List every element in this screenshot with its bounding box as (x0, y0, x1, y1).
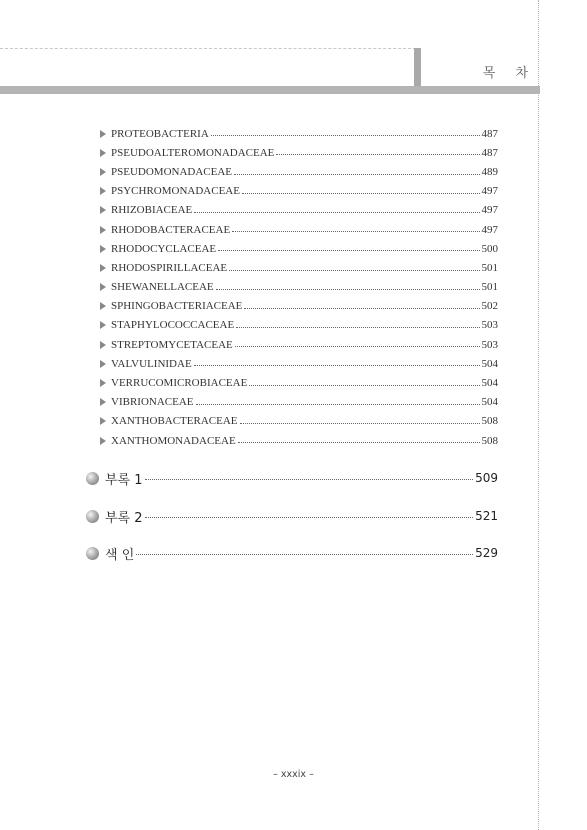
triangle-bullet-icon (100, 149, 106, 157)
toc-entry-page: 497 (481, 204, 498, 217)
toc-entry-label: VIBRIONACEAE (111, 396, 194, 409)
toc-entry-label: SPHINGOBACTERIACEAE (111, 300, 243, 313)
toc-main-entry-label: 부록 1 (105, 472, 143, 488)
toc-entry-page: 500 (481, 242, 498, 255)
toc-entry[interactable] (100, 335, 498, 354)
toc-main-entry[interactable] (86, 543, 498, 563)
triangle-bullet-icon (100, 264, 106, 272)
toc-entry[interactable] (100, 201, 498, 220)
dot-leader (194, 365, 480, 366)
triangle-bullet-icon (100, 130, 106, 138)
toc-entry[interactable] (100, 182, 498, 201)
toc-entry[interactable] (100, 143, 498, 162)
triangle-bullet-icon (100, 302, 106, 310)
toc-entry-page: 487 (481, 146, 498, 159)
toc-entry-label: RHODOBACTERACEAE (111, 223, 231, 236)
toc-entry[interactable] (100, 162, 498, 181)
toc-entry-label: RHIZOBIACEAE (111, 204, 193, 217)
triangle-bullet-icon (100, 341, 106, 349)
triangle-bullet-icon (100, 321, 106, 329)
toc-entry[interactable] (100, 354, 498, 373)
toc-entry-label: RHODOSPIRILLACEAE (111, 261, 228, 274)
toc-main-entry-page: 529 (475, 546, 498, 560)
toc-main-entry[interactable] (86, 506, 498, 526)
triangle-bullet-icon (100, 379, 106, 387)
toc-entry-page: 504 (481, 396, 498, 409)
dot-leader (235, 346, 480, 347)
toc-entry-page: 489 (481, 165, 498, 178)
toc-main-entry-label: 부록 2 (105, 510, 143, 526)
triangle-bullet-icon (100, 187, 106, 195)
triangle-bullet-icon (100, 437, 106, 445)
dot-leader (236, 327, 479, 328)
toc-entry-label: STREPTOMYCETACEAE (111, 338, 233, 351)
toc-entry-page: 487 (481, 127, 498, 140)
toc-entry-label: VALVULINIDAE (111, 357, 192, 370)
toc-entry-page: 502 (481, 300, 498, 313)
toc-entry-label: PSEUDOMONADACEAE (111, 165, 233, 178)
toc-entry-label: RHODOCYCLACEAE (111, 242, 217, 255)
sphere-bullet-icon (86, 510, 99, 523)
toc-entry-page: 501 (481, 281, 498, 294)
dot-leader (244, 308, 479, 309)
dot-leader (216, 289, 480, 290)
dot-leader (238, 442, 480, 443)
toc-entry[interactable] (100, 373, 498, 392)
dot-leader (194, 212, 479, 213)
dot-leader (196, 404, 480, 405)
sphere-bullet-icon (86, 547, 99, 560)
toc-main-entry-label: 색 인 (105, 547, 135, 563)
sphere-bullet-icon (86, 472, 99, 485)
toc-entry[interactable] (100, 412, 498, 431)
triangle-bullet-icon (100, 283, 106, 291)
toc-entry-label: XANTHOMONADACEAE (111, 434, 236, 447)
toc-entry[interactable] (100, 278, 498, 297)
toc-entry-label: XANTHOBACTERACEAE (111, 415, 238, 428)
triangle-bullet-icon (100, 226, 106, 234)
toc-entry[interactable] (100, 431, 498, 450)
toc-entry[interactable] (100, 297, 498, 316)
toc-entry-label: STAPHYLOCOCCACEAE (111, 319, 235, 332)
toc-entry-label: VERRUCOMICROBIACEAE (111, 377, 248, 390)
page-header (0, 48, 538, 86)
dot-leader (145, 517, 474, 518)
toc-entry[interactable] (100, 239, 498, 258)
dot-leader (240, 423, 480, 424)
dot-leader (145, 479, 474, 480)
page-edge-dashed-line (538, 0, 539, 830)
toc-entry-page: 503 (481, 319, 498, 332)
dot-leader (232, 231, 479, 232)
toc-entry-page: 497 (481, 185, 498, 198)
toc-entry-page: 508 (481, 415, 498, 428)
toc-entry-label: PSEUDOALTEROMONADACEAE (111, 146, 275, 159)
dot-leader (229, 270, 479, 271)
toc-entry[interactable] (100, 316, 498, 335)
toc-entry[interactable] (100, 393, 498, 412)
toc-entry[interactable] (100, 220, 498, 239)
toc-main-entry[interactable] (86, 468, 498, 488)
triangle-bullet-icon (100, 168, 106, 176)
page-number: – xxxix – (273, 769, 314, 780)
section-title: 목 차 (482, 66, 536, 81)
toc-entry-page: 508 (481, 434, 498, 447)
dot-leader (136, 554, 473, 555)
header-frame (0, 48, 416, 88)
triangle-bullet-icon (100, 398, 106, 406)
toc-entry[interactable] (100, 124, 498, 143)
toc-main-entry-page: 521 (475, 509, 498, 523)
triangle-bullet-icon (100, 360, 106, 368)
triangle-bullet-icon (100, 417, 106, 425)
dot-leader (234, 174, 479, 175)
toc-entry-label: PSYCHROMONADACEAE (111, 185, 240, 198)
toc-entry-page: 504 (481, 357, 498, 370)
toc-entry-label: PROTEOBACTERIA (111, 127, 209, 140)
header-separator (414, 48, 421, 87)
toc-entry[interactable] (100, 258, 498, 277)
toc-entry-page: 503 (481, 338, 498, 351)
dot-leader (211, 135, 480, 136)
dot-leader (249, 385, 479, 386)
toc-entry-page: 504 (481, 377, 498, 390)
dot-leader (218, 250, 479, 251)
dot-leader (276, 154, 479, 155)
triangle-bullet-icon (100, 245, 106, 253)
toc-entry-page: 501 (481, 261, 498, 274)
header-bar (0, 86, 540, 94)
dot-leader (242, 193, 480, 194)
triangle-bullet-icon (100, 206, 106, 214)
toc-entry-page: 497 (481, 223, 498, 236)
toc-list (100, 124, 498, 450)
toc-entry-label: SHEWANELLACEAE (111, 281, 214, 294)
toc-main-entry-page: 509 (475, 471, 498, 485)
